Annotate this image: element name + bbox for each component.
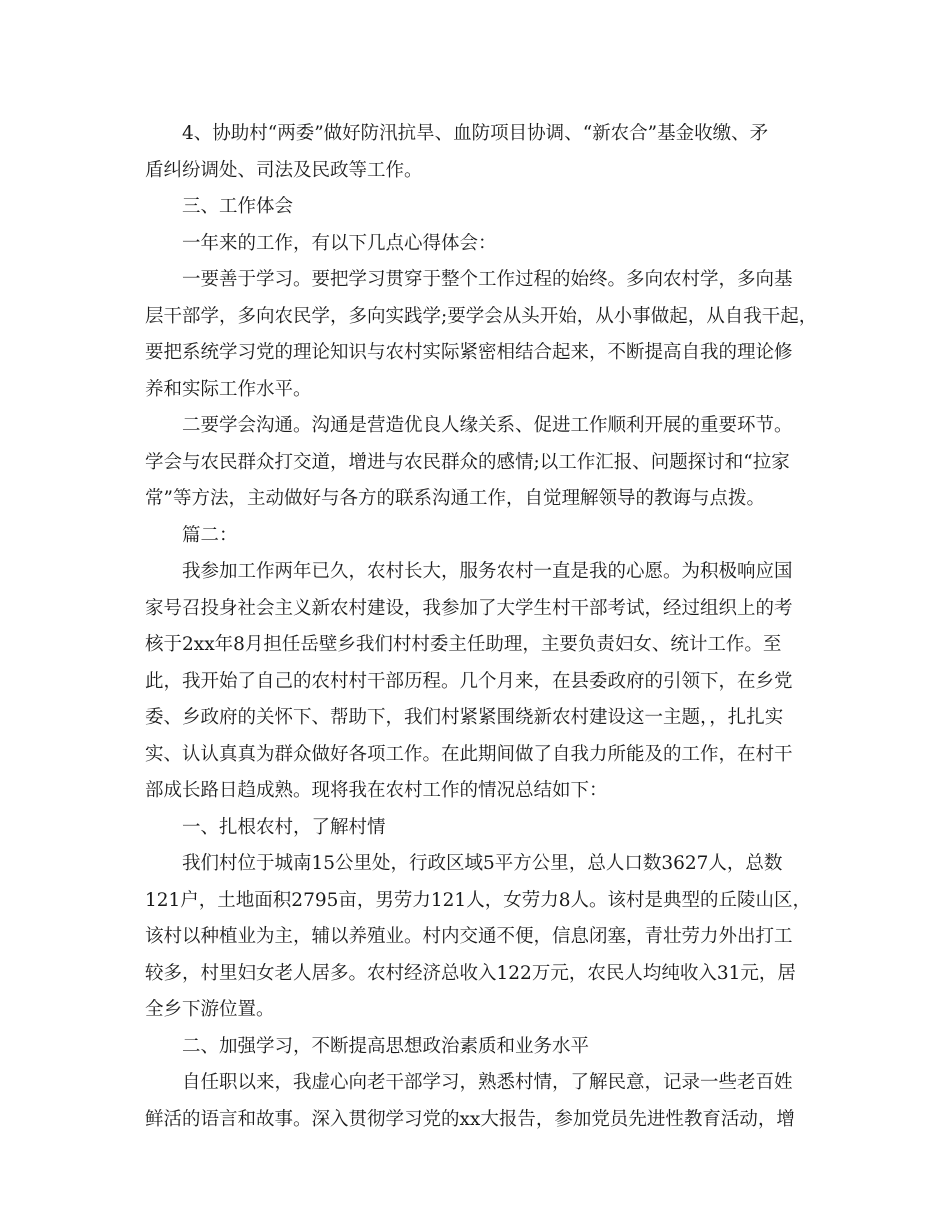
paragraph-learning <box>145 262 825 408</box>
text-line: 养和实际工作水平。 <box>145 378 312 400</box>
paragraph-communication <box>145 408 825 518</box>
section-heading-work-experience <box>145 189 825 226</box>
text-line: 4、协助村“两委”做好防汛抗旱、血防项目协调、“新农合”基金收缴、矛 <box>182 123 769 144</box>
section-heading-study <box>145 1029 825 1066</box>
text-line: 一要善于学习。要把学习贯穿于整个工作过程的始终。多向农村学，多向基 <box>182 269 793 290</box>
text-line: 实、认认真真为群众做好各项工作。在此期间做了自我力所能及的工作，在村干 <box>145 743 793 765</box>
text-line: 该村以种植业为主，辅以养殖业。村内交通不便，信息闭塞，青壮劳力外出打工 <box>145 926 793 947</box>
paragraph-item-4 <box>145 116 825 189</box>
text-line: 层干部学，多向农民学，多向实践学;要学会从头开始，从小事做起，从自我干起， <box>145 305 818 327</box>
text-line: 部成长路日趋成熟。现将我在农村工作的情况总结如下： <box>145 780 608 801</box>
text-line: 核于2xx年8月担任岳壁乡我们村村委主任助理，主要负责妇女、统计工作。至 <box>145 634 782 655</box>
paragraph-study <box>145 1065 825 1138</box>
text-line: 常”等方法，主动做好与各方的联系沟通工作，自觉理解领导的教诲与点拨。 <box>145 488 765 509</box>
section-heading-part-two <box>145 518 825 555</box>
text-line: 较多，村里妇女老人居多。农村经济总收入122万元，农民人均纯收入31元，居 <box>145 962 796 984</box>
text-line: 篇二： <box>182 524 238 546</box>
text-line: 121户，土地面积2795亩，男劳力121人，女劳力8人。该村是典型的丘陵山区， <box>145 889 811 911</box>
text-line: 三、工作体会 <box>182 196 294 217</box>
paragraph-background <box>145 554 825 810</box>
text-line: 鲜活的语言和故事。深入贯彻学习党的xx大报告，参加党员先进性教育活动，增 <box>145 1108 795 1130</box>
text-line: 盾纠纷调处、司法及民政等工作。 <box>145 159 423 181</box>
text-line: 学会与农民群众打交道，增进与农民群众的感情;以工作汇报、问题探讨和“拉家 <box>145 451 790 473</box>
text-line: 我们村位于城南15公里处，行政区域5平方公里，总人口数3627人，总数 <box>182 853 783 874</box>
text-line: 二、加强学习，不断提高思想政治素质和业务水平 <box>182 1035 590 1057</box>
text-line: 一年来的工作，有以下几点心得体会： <box>182 232 497 254</box>
text-line: 家号召投身社会主义新农村建设，我参加了大学生村干部考试，经过组织上的考 <box>145 597 793 619</box>
section-heading-rural <box>145 810 825 847</box>
text-line: 全乡下游位置。 <box>145 999 275 1020</box>
document-body <box>145 116 825 1138</box>
text-line: 此，我开始了自己的农村村干部历程。几个月来，在县委政府的引领下，在乡党 <box>145 670 793 692</box>
text-line: 要把系统学习党的理论知识与农村实际紧密相结合起来，不断提高自我的理论修 <box>145 342 793 363</box>
paragraph-intro <box>145 226 825 263</box>
text-line: 自任职以来，我虚心向老干部学习，熟悉村情，了解民意，记录一些老百姓 <box>182 1072 793 1093</box>
text-line: 二要学会沟通。沟通是营造优良人缘关系、促进工作顺利开展的重要环节。 <box>182 415 793 436</box>
text-line: 委、乡政府的关怀下、帮助下，我们村紧紧围绕新农村建设这一主题，，扎扎实 <box>145 707 784 728</box>
paragraph-village-info <box>145 846 825 1029</box>
text-line: 一、扎根农村，了解村情 <box>182 816 386 838</box>
text-line: 我参加工作两年已久，农村长大，服务农村一直是我的心愿。为积极响应国 <box>182 561 793 582</box>
